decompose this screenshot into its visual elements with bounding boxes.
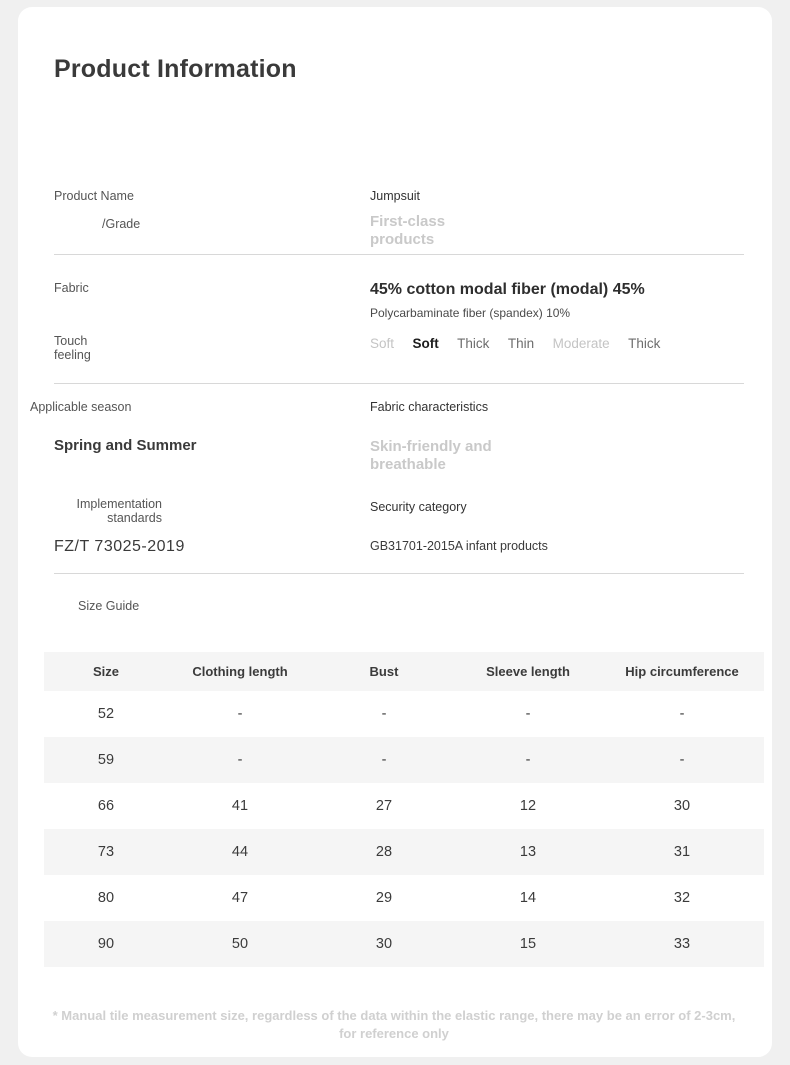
cell-clothing-length: -: [168, 737, 312, 783]
column-header-sleeve-length: Sleeve length: [456, 652, 600, 691]
cell-clothing-length: 41: [231, 798, 249, 814]
cell-hip-circumference: 31: [600, 829, 764, 875]
divider-1: [54, 254, 744, 255]
cell-sleeve-length: -: [525, 706, 531, 722]
touch-option-2[interactable]: Thick: [457, 336, 490, 351]
season-value: Spring and Summer: [54, 437, 197, 454]
touch-option-5[interactable]: Thick: [628, 336, 661, 351]
touch-option-1[interactable]: Soft: [412, 336, 439, 351]
cell-sleeve-length: -: [456, 737, 600, 783]
table-row: [44, 921, 764, 967]
table-row: [44, 691, 764, 737]
cell-sleeve-length: 14: [519, 890, 537, 906]
column-header-clothing-length: Clothing length: [168, 652, 312, 691]
grade-value: First-class products: [370, 213, 446, 248]
divider-2: [54, 383, 744, 384]
cell-size: 80: [97, 890, 115, 906]
size-guide-table: [44, 652, 764, 967]
table-row: [44, 783, 764, 829]
product-name-value: Jumpsuit: [370, 189, 421, 203]
touch-option-0[interactable]: Soft: [370, 336, 395, 351]
cell-clothing-length: 44: [168, 829, 312, 875]
cell-hip-circumference: -: [600, 737, 764, 783]
product-info-card: [18, 7, 772, 1057]
cell-size: 66: [97, 798, 115, 814]
cell-bust: -: [381, 706, 387, 722]
table-row: [44, 875, 764, 921]
cell-bust: 27: [375, 798, 393, 814]
fabric-value: 45% cotton modal fiber (modal) 45%: [370, 281, 645, 298]
table-header-row: [44, 652, 764, 691]
cell-hip-circumference: 30: [673, 798, 691, 814]
touch-option-3[interactable]: Thin: [507, 336, 535, 351]
cell-hip-circumference: 32: [673, 890, 691, 906]
fabric-characteristics-value: Skin-friendly and breathable: [370, 438, 492, 473]
cell-sleeve-length: 13: [456, 829, 600, 875]
table-row: [44, 829, 764, 875]
cell-sleeve-length: 12: [519, 798, 537, 814]
column-header-hip-circumference: Hip circumference: [600, 652, 764, 691]
fabric-characteristics-label: Fabric characteristics: [370, 400, 489, 414]
cell-clothing-length: 50: [168, 921, 312, 967]
standards-value: FZ/T 73025-2019: [54, 538, 185, 555]
cell-clothing-length: -: [237, 706, 243, 722]
cell-size: 73: [44, 829, 168, 875]
fabric-label: Fabric: [54, 281, 89, 295]
cell-clothing-length: 47: [231, 890, 249, 906]
table-row: [44, 737, 764, 783]
cell-bust: 28: [312, 829, 456, 875]
security-category-value: GB31701-2015A infant products: [370, 539, 548, 553]
cell-size: 59: [44, 737, 168, 783]
grade-label: /Grade: [102, 217, 141, 231]
cell-bust: -: [312, 737, 456, 783]
page-title: Product Information: [54, 55, 297, 83]
season-label: Applicable season: [30, 400, 132, 414]
cell-size: 90: [44, 921, 168, 967]
product-name-label: Product Name: [54, 189, 134, 203]
cell-sleeve-length: 15: [456, 921, 600, 967]
touch-feeling-label: Touch feeling: [54, 334, 91, 362]
cell-bust: 30: [312, 921, 456, 967]
standards-label: Implementation standards: [76, 497, 162, 525]
cell-hip-circumference: 33: [600, 921, 764, 967]
size-guide-label: Size Guide: [78, 599, 140, 613]
cell-bust: 29: [375, 890, 393, 906]
cell-size: 52: [97, 706, 115, 722]
touch-option-4[interactable]: Moderate: [552, 336, 610, 351]
touch-feeling-options: [370, 335, 660, 353]
divider-3: [54, 573, 744, 574]
column-header-bust: Bust: [312, 652, 456, 691]
fabric-sub-value: Polycarbaminate fiber (spandex) 10%: [370, 306, 571, 320]
cell-hip-circumference: -: [679, 706, 685, 722]
column-header-size: Size: [44, 652, 168, 691]
security-category-label: Security category: [370, 500, 467, 514]
size-guide-footnote: * Manual tile measurement size, regardless of the data within the elastic range, there may be an error of 2-3cm, for reference only: [52, 1008, 736, 1041]
